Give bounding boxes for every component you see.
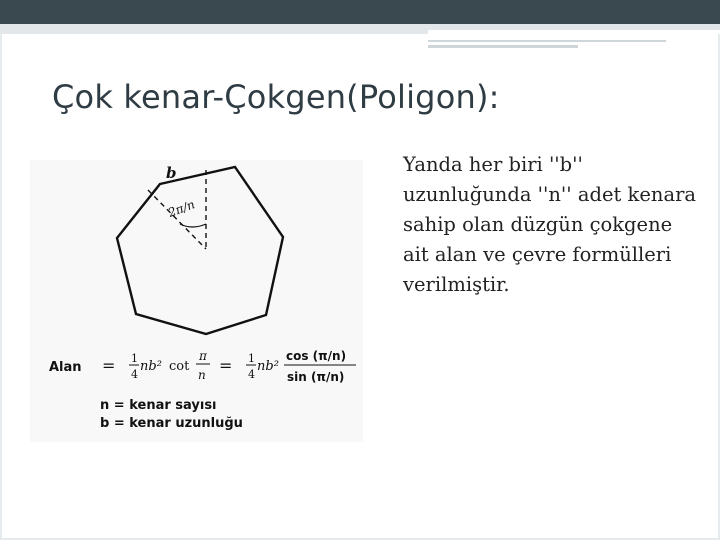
fraction-numerator: 1 [131, 352, 138, 365]
accent-line [428, 40, 666, 42]
variable-legend [100, 397, 243, 433]
n-denominator: n [198, 368, 206, 382]
slide-title: Çok kenar-Çokgen(Poligon): [52, 78, 500, 116]
cot-function: cot [169, 359, 190, 374]
pi-numerator: π [199, 349, 207, 363]
equals-sign: = [102, 356, 116, 375]
nb-squared: nb² [140, 359, 162, 374]
legend-line-b: b = kenar uzunluğu [100, 416, 243, 431]
fraction-denominator: 4 [248, 368, 255, 381]
accent-line [428, 45, 578, 48]
nb-squared: nb² [257, 359, 279, 374]
octagon-shape [117, 167, 283, 334]
cos-numerator: cos (π/n) [286, 349, 347, 363]
slide-top-bar [0, 0, 720, 24]
body-paragraph: Yanda her biri ''b'' uzunluğunda ''n'' adet kenara sahip olan düzgün çokgene ait alan ve çevre formülleri verilmiştir. [403, 153, 697, 296]
angle-label: 2π/n [166, 197, 197, 220]
side-label: b [166, 164, 177, 182]
equals-sign: = [219, 356, 233, 375]
fraction-denominator: 4 [131, 368, 138, 381]
radius-line [148, 190, 206, 249]
area-label: Alan [49, 360, 82, 375]
angle-arc [180, 224, 206, 227]
accent-line [428, 30, 720, 34]
legend-line-n: n = kenar sayısı [100, 398, 217, 413]
fraction-numerator: 1 [248, 352, 255, 365]
sin-denominator: sin (π/n) [287, 370, 345, 384]
